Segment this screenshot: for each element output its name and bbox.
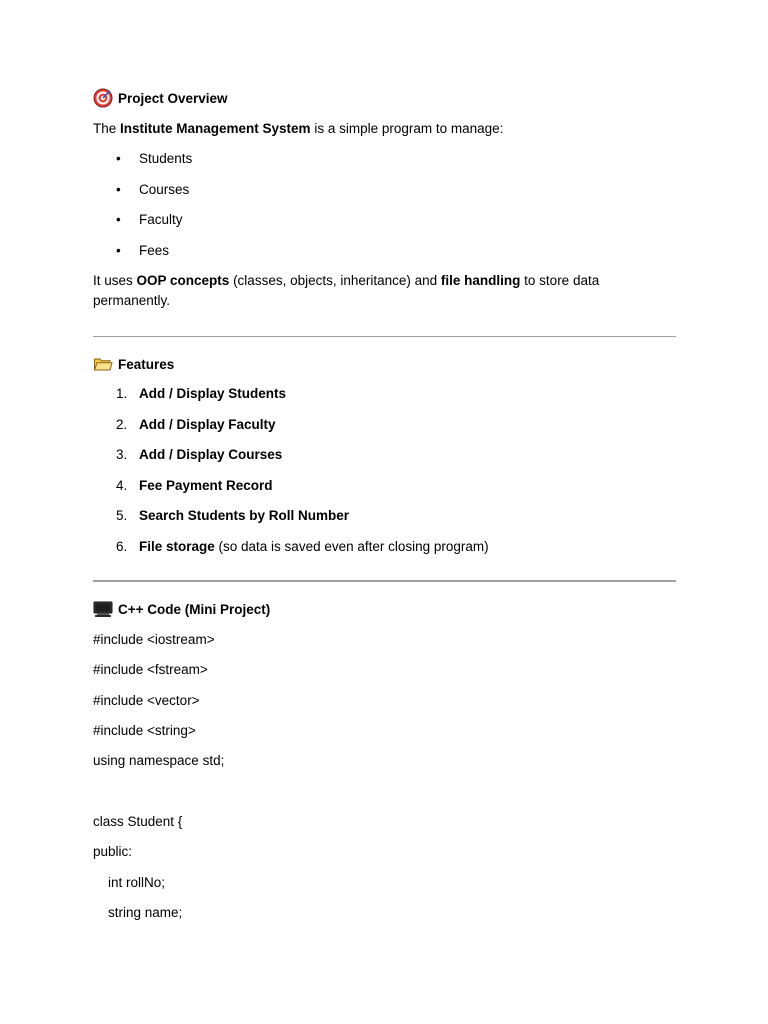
code-title: C++ Code (Mini Project): [118, 601, 271, 617]
bullet-icon: •: [116, 243, 121, 258]
usage-pre: It uses: [93, 273, 137, 288]
overview-usage: [93, 271, 633, 311]
bullet-icon: •: [116, 151, 121, 166]
list-item: Search Students by Roll Number: [139, 508, 350, 523]
folder-icon: [93, 354, 113, 374]
bullet-icon: •: [116, 182, 121, 197]
list-number: 2.: [116, 417, 128, 432]
list-item: Faculty: [139, 212, 183, 227]
overview-title: Project Overview: [118, 90, 228, 106]
code-line: string name;: [93, 905, 183, 920]
target-icon: [93, 88, 113, 108]
list-item: Students: [139, 151, 193, 166]
code-line: #include <fstream>: [93, 662, 208, 677]
usage-bold-file: file handling: [440, 273, 521, 288]
section-divider: [93, 336, 676, 337]
intro-pre: The: [93, 121, 121, 136]
list-number: 6.: [116, 539, 128, 554]
overview-intro: [93, 119, 503, 139]
code-line: public:: [93, 844, 133, 859]
list-number: 1.: [116, 386, 128, 401]
list-item: Fees: [139, 243, 170, 258]
code-line: class Student {: [93, 814, 183, 829]
code-line: #include <vector>: [93, 693, 200, 708]
list-item: Fee Payment Record: [139, 478, 273, 493]
section-divider: [93, 580, 676, 582]
intro-bold: Institute Management System: [120, 121, 311, 136]
code-line: #include <string>: [93, 723, 196, 738]
list-number: 4.: [116, 478, 128, 493]
code-line: using namespace std;: [93, 753, 225, 768]
bullet-icon: •: [116, 212, 121, 227]
features-heading: [93, 354, 174, 374]
list-item: Add / Display Students: [139, 386, 287, 401]
code-line: #include <iostream>: [93, 632, 215, 647]
code-heading: [93, 599, 270, 619]
usage-mid: (classes, objects, inheritance) and: [229, 273, 441, 288]
code-line: int rollNo;: [93, 875, 166, 890]
computer-icon: [93, 599, 113, 619]
usage-post: to store data permanently.: [93, 273, 600, 308]
list-number: 5.: [116, 508, 128, 523]
list-number: 3.: [116, 447, 128, 462]
overview-heading: [93, 88, 228, 108]
list-item: Add / Display Faculty: [139, 417, 276, 432]
list-item: Add / Display Courses: [139, 447, 283, 462]
list-item: Courses: [139, 182, 190, 197]
list-item: File storage (so data is saved even after closing program): [139, 539, 489, 554]
intro-post: is a simple program to manage:: [310, 121, 504, 136]
features-title: Features: [118, 356, 175, 372]
usage-bold-oop: OOP concepts: [136, 273, 230, 288]
